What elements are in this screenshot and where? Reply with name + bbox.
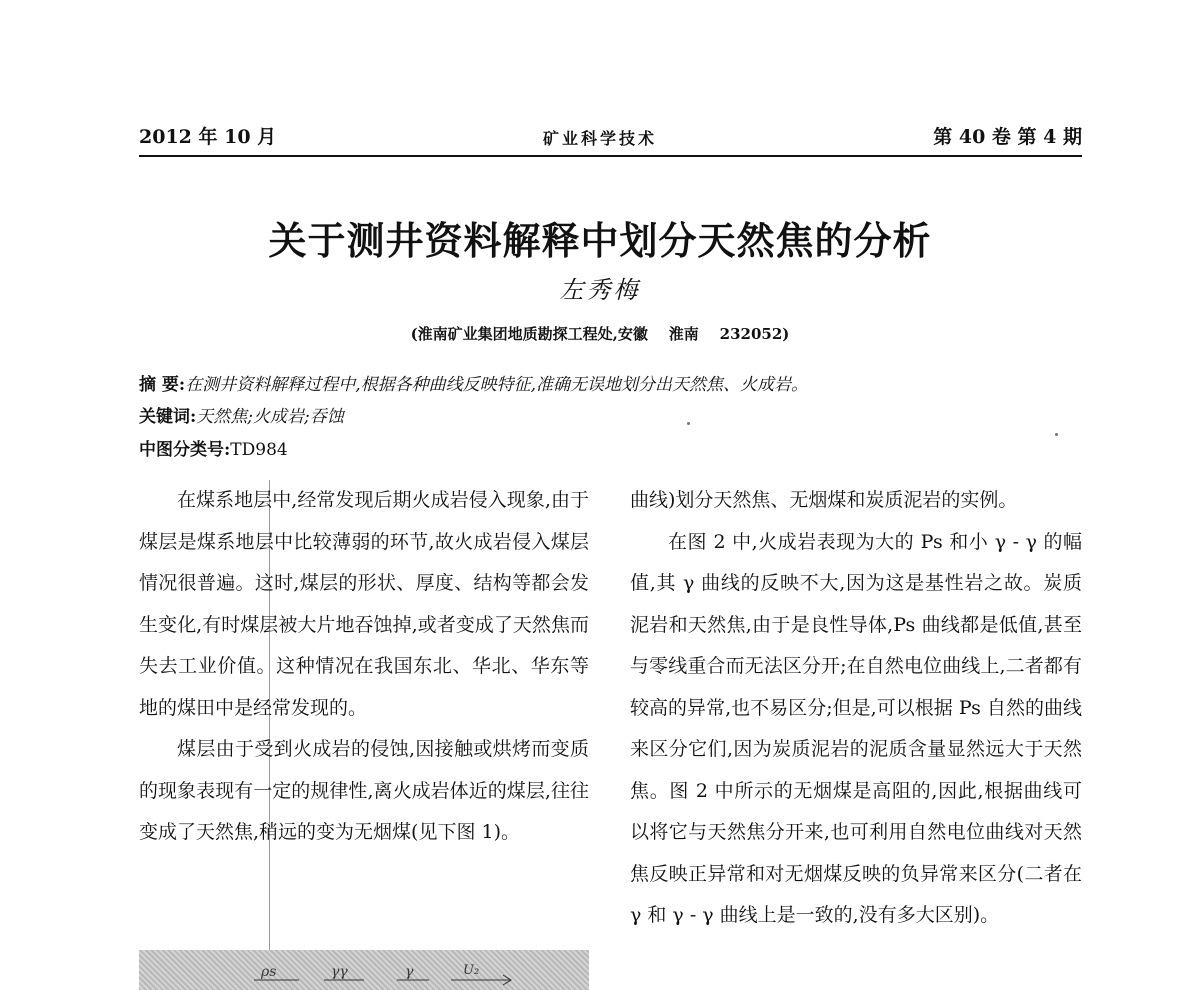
scan-speck [1055, 433, 1058, 436]
classification-code: TD984 [230, 440, 288, 460]
keywords [139, 402, 344, 427]
figure-label-gamma-gamma: γγ [331, 964, 348, 980]
classification [139, 435, 288, 460]
header-date: 2012 年 10 月 [139, 126, 277, 148]
article-title: 关于测井资料解释中划分天然焦的分析 [268, 218, 932, 263]
abstract [139, 370, 808, 395]
scan-speck [687, 422, 690, 425]
abstract-text: 在测井资料解释过程中,根据各种曲线反映特征,准确无误地划分出天然焦、火成岩。 [185, 375, 809, 395]
header-rule [139, 155, 1082, 157]
volume-issue: 第 40 卷 第 4 期 [933, 126, 1082, 148]
keywords-text: 天然焦;火成岩;吞蚀 [196, 407, 344, 427]
figure-label-gamma: γ [405, 964, 414, 980]
affiliation: (淮南矿业集团地质勘探工程处,安徽 淮南 232052) [410, 325, 790, 343]
paragraph: 在图 2 中,火成岩表现为大的 Ps 和小 γ - γ 的幅值,其 γ 曲线的反映不大,因为这是基性岩之故。炭质泥岩和天然焦,由于是良性导体,Ps 曲线都是低值,甚至与零线重合而无法区分开;在自然电位曲线上,二者都有较高的异常,也不易区分;但是,可以根据 Ps 自然的曲线来区分它们,因为炭质泥岩的泥质含量显然远大于天然焦。图 2 中所示的无烟煤是高阻的,因此,根据曲线可以将它与天然焦分开来,也可利用自然电位曲线对天然焦反映正异常和对无烟煤反映的负异常来区分(二者在 γ 和 γ - γ 曲线上是一致的,没有多大区别)。 [630, 530, 1082, 926]
figure-1-log-curves [139, 950, 589, 990]
classification-label: 中图分类号: [139, 440, 231, 460]
keywords-label: 关键词: [139, 407, 197, 427]
body-column-left [139, 480, 589, 854]
paragraph: 煤层由于受到火成岩的侵蚀,因接触或烘烤而变质的现象表现有一定的规律性,离火成岩体近的煤层,往往变成了天然焦,稍远的变为无烟煤(见下图 1)。 [139, 738, 589, 843]
journal-name: 矿业科学技术 [542, 129, 657, 148]
paragraph: 在煤系地层中,经常发现后期火成岩侵入现象,由于煤层是煤系地层中比较薄弱的环节,故火成岩侵入煤层情况很普遍。这时,煤层的形状、厚度、结构等都会发生变化,有时煤层被大片地吞蚀掉,或者变成了天然焦而失去工业价值。这种情况在我国东北、华北、华东等地的煤田中是经常发现的。 [139, 489, 589, 719]
paragraph: 曲线)划分天然焦、无烟煤和炭质泥岩的实例。 [630, 489, 1018, 511]
body-column-right [630, 480, 1082, 937]
abstract-label: 摘 要: [139, 375, 186, 395]
author: 左秀梅 [559, 276, 641, 304]
figure-1-graphic [139, 950, 589, 990]
figure-label-u2: U₂ [463, 963, 480, 978]
figure-label-rho-s: ρs [261, 964, 277, 980]
